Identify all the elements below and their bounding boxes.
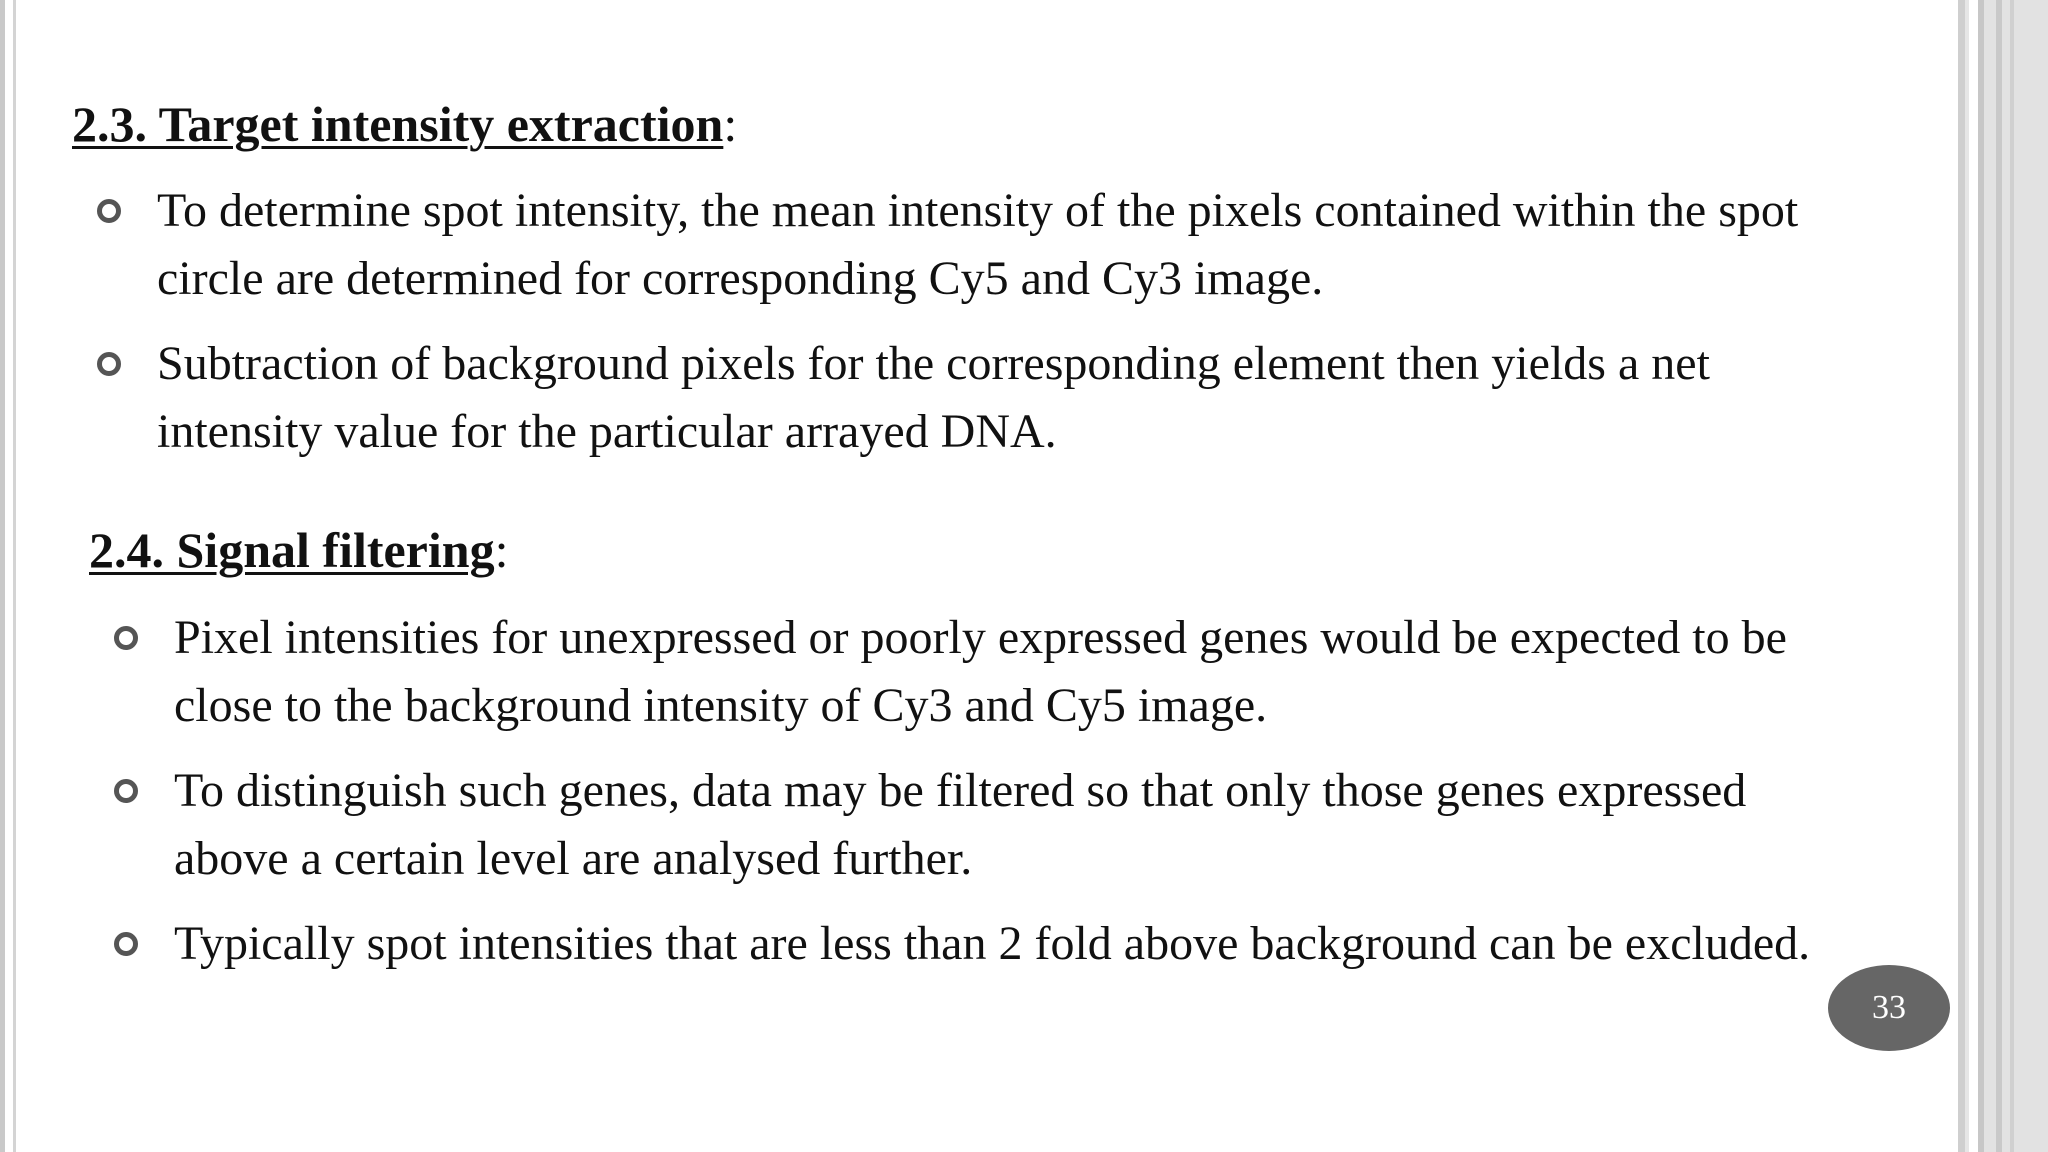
right-decor-panel — [1984, 0, 2048, 1152]
right-decor-bar — [1965, 0, 1969, 1152]
right-decor-bar — [1996, 0, 2002, 1152]
bullet-text: Subtraction of background pixels for the corresponding element then yields a net intensity value for the particular arrayed DNA. — [157, 337, 1710, 458]
right-decor-bar — [2010, 0, 2014, 1152]
bullet-text: To distinguish such genes, data may be filtered so that only those genes expressed above a certain level are analysed further. — [174, 764, 1747, 885]
list-item — [157, 177, 1877, 313]
bullet-list-target-intensity — [157, 177, 1877, 483]
bullet-circle-icon — [114, 932, 138, 956]
page-number: 33 — [1872, 989, 1906, 1026]
bullet-text: Typically spot intensities that are less than 2 fold above background can be excluded. — [174, 917, 1811, 970]
bullet-text: Pixel intensities for unexpressed or poorly expressed genes would be expected to be close to the background intensity of Cy3 and Cy5 image. — [174, 611, 1787, 732]
bullet-circle-icon — [97, 352, 121, 376]
left-border-line-inner — [13, 0, 16, 1152]
list-item — [174, 910, 1834, 978]
list-item — [157, 330, 1877, 466]
section-title-colon: : — [723, 96, 738, 152]
list-item — [174, 604, 1834, 740]
bullet-circle-icon — [97, 199, 121, 223]
section-title: 2.4. Signal filtering — [89, 522, 495, 578]
page-number-badge — [1828, 965, 1950, 1051]
list-item — [174, 757, 1834, 893]
section-heading-signal-filtering — [89, 520, 508, 580]
bullet-text: To determine spot intensity, the mean intensity of the pixels contained within the spot circle are determined for corresponding Cy5 and Cy3 image. — [157, 184, 1799, 305]
section-heading-target-intensity — [72, 94, 737, 154]
left-border-line — [0, 0, 5, 1152]
bullet-circle-icon — [114, 779, 138, 803]
right-decor-bar — [1958, 0, 1965, 1152]
section-title-colon: : — [494, 522, 509, 578]
section-title: 2.3. Target intensity extraction — [72, 96, 724, 152]
bullet-list-signal-filtering — [174, 604, 1834, 995]
bullet-circle-icon — [114, 626, 138, 650]
